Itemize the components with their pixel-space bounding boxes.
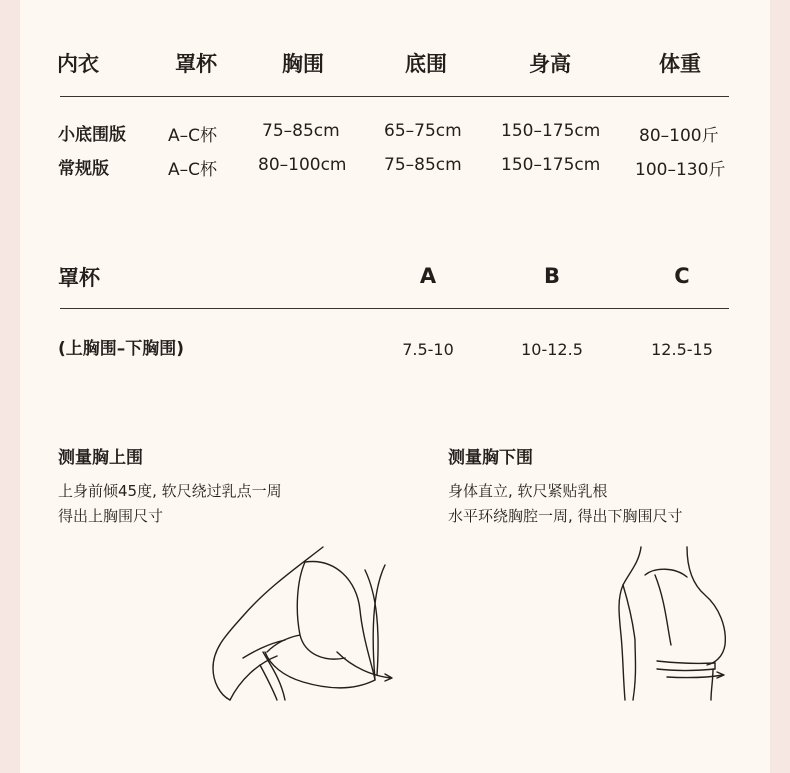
header-underbust: 底围 xyxy=(405,52,447,76)
cup-table-label: 罩杯 xyxy=(58,266,100,290)
row-small-bust: 75–85cm xyxy=(262,121,340,141)
header-underwear: 内衣 xyxy=(57,52,99,76)
header-bust: 胸围 xyxy=(282,52,324,76)
cup-table-divider xyxy=(60,308,729,309)
header-height: 身高 xyxy=(529,52,571,76)
row-regular-bust: 80–100cm xyxy=(258,155,347,175)
cup-c-value: 12.5-15 xyxy=(651,340,713,359)
measure-lower-title: 测量胸下围 xyxy=(448,448,533,468)
row-small-underbust: 65–75cm xyxy=(384,121,462,141)
measure-upper-title: 测量胸上围 xyxy=(58,448,143,468)
measure-lower-line2: 水平环绕胸腔一周, 得出下胸围尺寸 xyxy=(448,507,683,525)
row-regular-label: 常规版 xyxy=(58,159,109,179)
cup-a-value: 7.5-10 xyxy=(402,340,454,359)
header-cup: 罩杯 xyxy=(175,52,217,76)
size-guide-panel xyxy=(20,0,770,773)
header-weight: 体重 xyxy=(659,52,701,76)
cup-c-header: C xyxy=(674,264,690,288)
measure-upper-line1: 上身前倾45度, 软尺绕过乳点一周 xyxy=(58,482,282,500)
cup-a-header: A xyxy=(419,264,437,288)
under-bust-illustration xyxy=(615,545,735,705)
row-regular-height: 150–175cm xyxy=(501,155,601,175)
row-small-weight: 80–100斤 xyxy=(639,126,719,146)
measure-upper-line2: 得出上胸围尺寸 xyxy=(58,507,164,525)
cup-difference-label: (上胸围–下胸围) xyxy=(58,339,185,359)
row-regular-weight: 100–130斤 xyxy=(635,160,726,180)
row-regular-underbust: 75–85cm xyxy=(384,155,462,175)
row-regular-cup: A–C杯 xyxy=(168,160,217,180)
measure-lower-line1: 身体直立, 软尺紧贴乳根 xyxy=(448,482,608,500)
cup-b-header: B xyxy=(543,264,561,288)
row-small-underbust-label: 小底围版 xyxy=(58,125,126,145)
upper-bust-illustration xyxy=(205,540,405,705)
cup-b-value: 10-12.5 xyxy=(521,340,583,359)
row-small-height: 150–175cm xyxy=(501,121,601,141)
size-table-divider xyxy=(60,96,729,97)
row-small-cup: A–C杯 xyxy=(168,126,217,146)
